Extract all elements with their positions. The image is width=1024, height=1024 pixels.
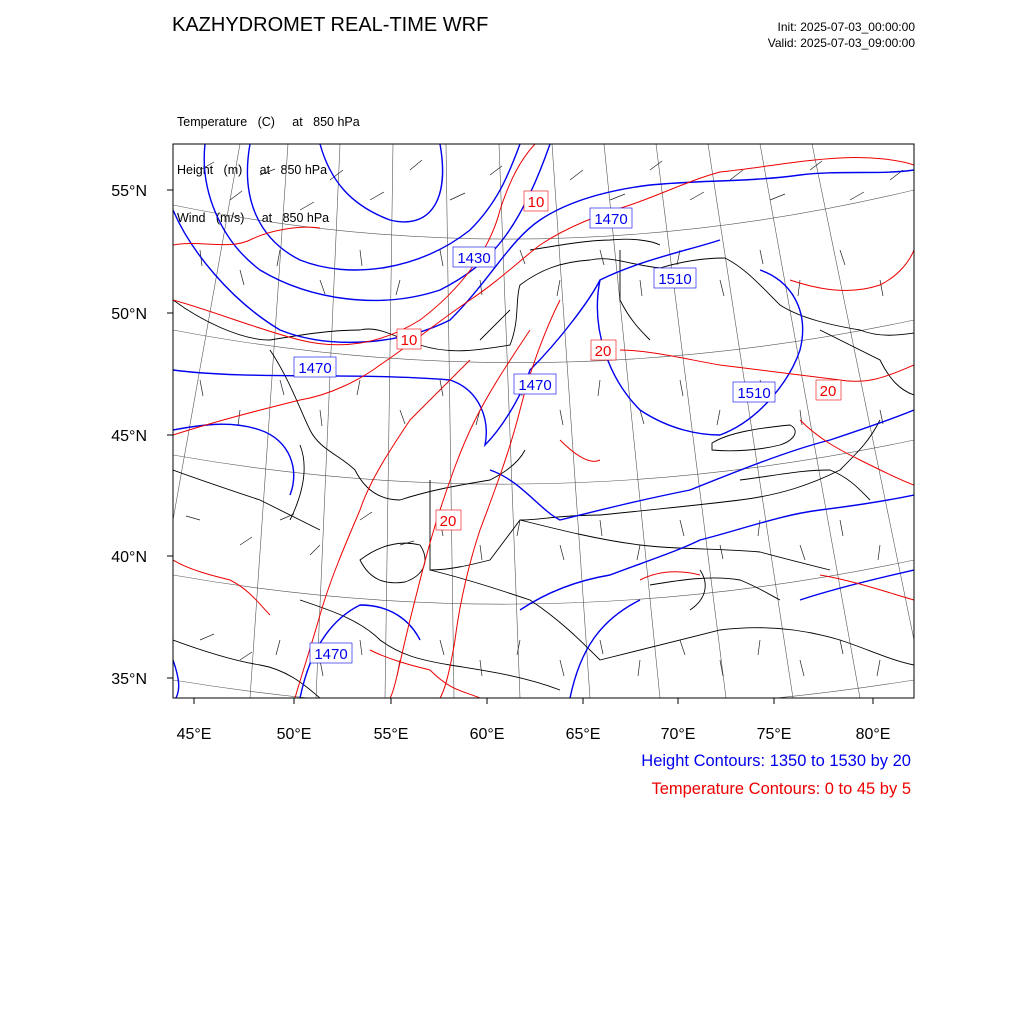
height-legend: Height Contours: 1350 to 1530 by 20	[641, 752, 911, 770]
lat-label: 50°N	[111, 306, 147, 323]
temperature-contours	[173, 144, 914, 698]
temp-label: 10	[400, 332, 418, 349]
temperature-legend: Temperature Contours: 0 to 45 by 5	[651, 780, 911, 798]
temperature-field: Temperature (C) at 850 hPa	[177, 115, 360, 129]
height-label: 1470	[518, 377, 552, 394]
plot-frame	[173, 144, 914, 698]
map-title: KAZHYDROMET REAL-TIME WRF	[172, 14, 489, 36]
height-label: 1470	[314, 646, 348, 663]
init-time: Init: 2025-07-03_00:00:00	[777, 20, 915, 34]
lat-label: 55°N	[111, 183, 147, 200]
axis-ticks	[167, 190, 873, 704]
height-field: Height (m) at 850 hPa	[177, 163, 328, 177]
lon-label: 80°E	[855, 726, 891, 743]
map-outlines	[173, 239, 914, 698]
height-label: 1470	[594, 211, 628, 228]
height-label: 1510	[658, 271, 692, 288]
lat-label: 35°N	[111, 671, 147, 688]
height-contours	[173, 144, 914, 698]
temp-label: 20	[439, 513, 457, 530]
temp-label: 10	[527, 194, 545, 211]
lon-label: 60°E	[469, 726, 505, 743]
height-label: 1510	[737, 385, 771, 402]
temp-label: 20	[594, 343, 612, 360]
height-label: 1430	[457, 250, 491, 267]
lon-label: 55°E	[373, 726, 409, 743]
lon-label: 70°E	[660, 726, 696, 743]
lon-label: 65°E	[565, 726, 601, 743]
lon-label: 50°E	[276, 726, 312, 743]
valid-time: Valid: 2025-07-03_09:00:00	[767, 36, 915, 50]
lat-label: 45°N	[111, 428, 147, 445]
wind-field: Wind (m/s) at 850 hPa	[177, 211, 330, 225]
wind-barbs	[186, 160, 903, 676]
lon-label: 75°E	[756, 726, 792, 743]
height-label: 1470	[298, 360, 332, 377]
lon-label: 45°E	[176, 726, 212, 743]
lat-label: 40°N	[111, 549, 147, 566]
temperature-contour-labels	[397, 191, 841, 530]
temp-label: 20	[819, 383, 837, 400]
height-contour-labels	[294, 208, 775, 663]
